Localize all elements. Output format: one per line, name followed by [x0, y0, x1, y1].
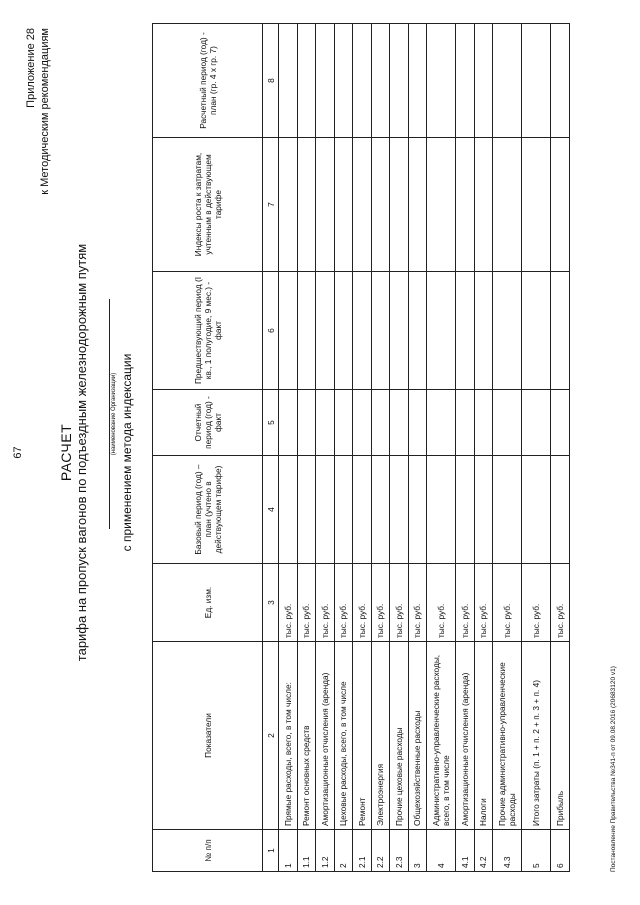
row-indicator: Амортизационные отчисления (аренда) — [316, 642, 335, 830]
value-cell — [390, 24, 409, 138]
value-cell — [493, 138, 522, 272]
column-number: 7 — [263, 138, 279, 272]
header-cell: Предшествующий период (I кв., 1 полугодие, 9 мес.) - факт — [153, 272, 263, 390]
table-row — [493, 24, 522, 872]
title-line-2: тарифа на пропуск вагонов по подъездным железнодорожным путям — [74, 243, 89, 662]
method-subtitle: с применением метода индексации — [120, 353, 134, 552]
value-cell — [493, 272, 522, 390]
value-cell — [390, 390, 409, 456]
value-cell — [474, 24, 493, 138]
row-indicator: Общехозяйственные расходы — [408, 642, 427, 830]
table-row — [551, 24, 570, 872]
value-cell — [316, 24, 335, 138]
value-cell — [316, 138, 335, 272]
row-indicator: Цеховые расходы, всего, в том числе — [334, 642, 353, 830]
value-cell — [408, 24, 427, 138]
value-cell — [474, 456, 493, 564]
value-cell — [474, 390, 493, 456]
value-cell — [474, 138, 493, 272]
header-cell: Базовый период (год) – план (учтено в действующем тарифе) — [153, 456, 263, 564]
row-unit: тыс. руб. — [522, 564, 551, 642]
header-cell: Показатели — [153, 642, 263, 830]
appendix-label — [24, 28, 52, 195]
value-cell — [408, 390, 427, 456]
value-cell — [334, 24, 353, 138]
value-cell — [316, 456, 335, 564]
value-cell — [334, 390, 353, 456]
value-cell — [522, 390, 551, 456]
appendix-line-2: к Методическим рекомендациям — [39, 28, 51, 195]
table-row — [297, 24, 316, 872]
value-cell — [456, 390, 475, 456]
value-cell — [279, 456, 298, 564]
row-number: 2.3 — [390, 830, 409, 872]
value-cell — [279, 138, 298, 272]
value-cell — [297, 138, 316, 272]
value-cell — [474, 272, 493, 390]
row-unit: тыс. руб. — [493, 564, 522, 642]
row-unit: тыс. руб. — [390, 564, 409, 642]
value-cell — [522, 24, 551, 138]
footer-note: Постановление Правительства №341-п от 09.08.2016 (20683120 v1) — [610, 666, 617, 872]
value-cell — [297, 390, 316, 456]
value-cell — [551, 138, 570, 272]
header-cell: Отчетный период (год) - факт — [153, 390, 263, 456]
row-indicator: Прибыль — [551, 642, 570, 830]
value-cell — [522, 138, 551, 272]
value-cell — [390, 456, 409, 564]
value-cell — [371, 24, 390, 138]
value-cell — [456, 456, 475, 564]
table-row — [474, 24, 493, 872]
value-cell — [371, 138, 390, 272]
value-cell — [551, 272, 570, 390]
row-unit: тыс. руб. — [316, 564, 335, 642]
table-row — [334, 24, 353, 872]
value-cell — [279, 24, 298, 138]
value-cell — [493, 390, 522, 456]
row-unit: тыс. руб. — [279, 564, 298, 642]
value-cell — [456, 272, 475, 390]
table-row — [371, 24, 390, 872]
row-unit: тыс. руб. — [408, 564, 427, 642]
column-number: 4 — [263, 456, 279, 564]
row-number: 2.1 — [353, 830, 372, 872]
row-unit: тыс. руб. — [353, 564, 372, 642]
organization-name-line — [95, 299, 110, 529]
value-cell — [353, 272, 372, 390]
value-cell — [456, 138, 475, 272]
value-cell — [279, 390, 298, 456]
table-row — [279, 24, 298, 872]
column-number: 3 — [263, 564, 279, 642]
column-number: 2 — [263, 642, 279, 830]
row-number: 1 — [279, 830, 298, 872]
value-cell — [551, 390, 570, 456]
table-row — [408, 24, 427, 872]
value-cell — [316, 272, 335, 390]
row-number: 2 — [334, 830, 353, 872]
row-unit: тыс. руб. — [334, 564, 353, 642]
row-number: 1.1 — [297, 830, 316, 872]
value-cell — [371, 390, 390, 456]
value-cell — [334, 272, 353, 390]
value-cell — [427, 390, 456, 456]
row-indicator: Прямые расходы, всего, в том числе: — [279, 642, 298, 830]
calculation-table — [152, 23, 570, 872]
column-number: 8 — [263, 24, 279, 138]
table-body — [279, 24, 570, 872]
table-row — [427, 24, 456, 872]
row-indicator: Ремонт — [353, 642, 372, 830]
row-number: 4.3 — [493, 830, 522, 872]
column-number: 1 — [263, 830, 279, 872]
row-number: 4 — [427, 830, 456, 872]
row-unit: тыс. руб. — [371, 564, 390, 642]
table-row — [390, 24, 409, 872]
row-indicator: Электроэнергия — [371, 642, 390, 830]
organization-caption: (наименование Организации) — [111, 372, 117, 456]
header-cell: Расчетный период (год) - план (гр. 4 х гр. 7) — [153, 24, 263, 138]
row-unit: тыс. руб. — [297, 564, 316, 642]
row-indicator: Прочие административно-управленческие расходы — [493, 642, 522, 830]
value-cell — [334, 138, 353, 272]
header-cell: Индексы роста к затратам, учтенным в действующем тарифе — [153, 138, 263, 272]
value-cell — [551, 456, 570, 564]
value-cell — [353, 390, 372, 456]
row-number: 4.1 — [456, 830, 475, 872]
table-row — [522, 24, 551, 872]
table-header-row — [153, 24, 263, 872]
value-cell — [522, 456, 551, 564]
column-number-row — [263, 24, 279, 872]
row-number: 5 — [522, 830, 551, 872]
value-cell — [427, 456, 456, 564]
header-cell: № п/п — [153, 830, 263, 872]
table-row — [353, 24, 372, 872]
value-cell — [493, 24, 522, 138]
row-indicator: Налоги — [474, 642, 493, 830]
title-line-1: РАСЧЕТ — [58, 423, 74, 482]
value-cell — [353, 138, 372, 272]
row-indicator: Административно-управленческие расходы, всего, в том числе — [427, 642, 456, 830]
row-number: 6 — [551, 830, 570, 872]
value-cell — [334, 456, 353, 564]
value-cell — [408, 272, 427, 390]
column-number: 5 — [263, 390, 279, 456]
value-cell — [427, 24, 456, 138]
document-title — [58, 0, 90, 905]
value-cell — [427, 138, 456, 272]
table-row — [456, 24, 475, 872]
value-cell — [371, 272, 390, 390]
value-cell — [522, 272, 551, 390]
row-number: 1.2 — [316, 830, 335, 872]
row-unit: тыс. руб. — [551, 564, 570, 642]
table-row — [316, 24, 335, 872]
row-unit: тыс. руб. — [474, 564, 493, 642]
value-cell — [353, 24, 372, 138]
value-cell — [390, 138, 409, 272]
row-unit: тыс. руб. — [427, 564, 456, 642]
appendix-line-1: Приложение 28 — [25, 28, 37, 108]
row-number: 2.2 — [371, 830, 390, 872]
value-cell — [427, 272, 456, 390]
value-cell — [390, 272, 409, 390]
value-cell — [279, 272, 298, 390]
value-cell — [408, 456, 427, 564]
row-indicator: Прочие цеховые расходы — [390, 642, 409, 830]
value-cell — [297, 456, 316, 564]
value-cell — [316, 390, 335, 456]
value-cell — [551, 24, 570, 138]
row-unit: тыс. руб. — [456, 564, 475, 642]
row-number: 3 — [408, 830, 427, 872]
row-number: 4.2 — [474, 830, 493, 872]
page-number: 67 — [12, 446, 24, 459]
row-indicator: Амортизационные отчисления (аренда) — [456, 642, 475, 830]
row-indicator: Ремонт основных средств — [297, 642, 316, 830]
value-cell — [297, 272, 316, 390]
value-cell — [371, 456, 390, 564]
value-cell — [408, 138, 427, 272]
value-cell — [493, 456, 522, 564]
row-indicator: Итого затраты (п. 1 + п. 2 + п. 3 + п. 4) — [522, 642, 551, 830]
value-cell — [456, 24, 475, 138]
header-cell: Ед. изм. — [153, 564, 263, 642]
value-cell — [353, 456, 372, 564]
value-cell — [297, 24, 316, 138]
column-number: 6 — [263, 272, 279, 390]
